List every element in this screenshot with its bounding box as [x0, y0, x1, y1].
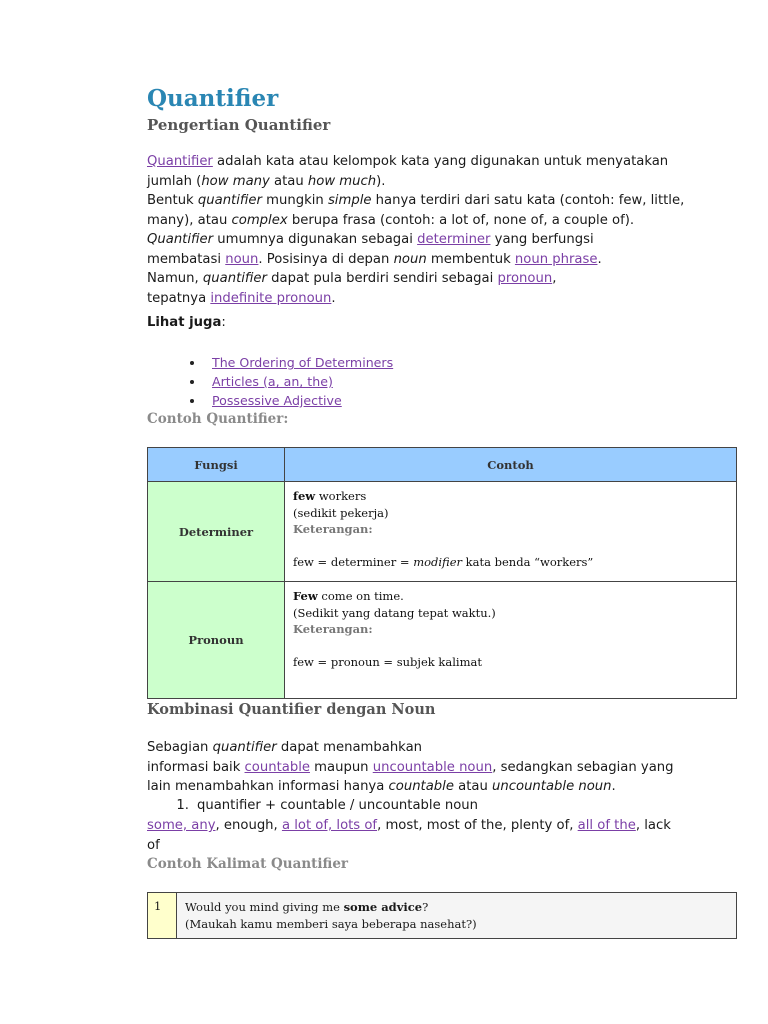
link-ordering-of-determiners[interactable]: The Ordering of Determiners [212, 355, 394, 370]
table-row [148, 893, 737, 939]
intro-line-3: Bentuk quantifier mungkin simple hanya terdiri dari satu kata (contoh: few, little, [147, 193, 685, 208]
combo-line-3: lain menambahkan informasi hanya countable atau uncountable noun. [147, 779, 616, 794]
examples-heading: Contoh Quantifier: [147, 411, 289, 427]
link-pronoun[interactable]: pronoun [497, 271, 553, 286]
intro-line-2: jumlah (how many atau how much). [147, 173, 386, 189]
link-articles[interactable]: Articles (a, an, the) [212, 374, 333, 389]
sentence-examples-heading: Contoh Kalimat Quantifier [147, 856, 349, 872]
cell-contoh: few workers (sedikit pekerja) Keterangan: few = determiner = modifier kata benda “workers” [285, 482, 737, 582]
cell-fungsi: Pronoun [148, 582, 285, 699]
link-indefinite-pronoun[interactable]: indefinite pronoun [210, 290, 332, 306]
link-some-any[interactable]: some, any [147, 818, 216, 833]
sentence-cell: Would you mind giving me some advice? (Maukah kamu memberi saya beberapa nasehat?) [177, 893, 737, 939]
page-title: Quantifier [147, 85, 279, 112]
quantifier-table [147, 447, 737, 699]
section-heading-pengertian: Pengertian Quantifier [147, 116, 331, 134]
cell-contoh: Few come on time. (Sedikit yang datang tepat waktu.) Keterangan: few = pronoun = subjek kalimat [285, 582, 737, 699]
intro-line-5: Quantifier umumnya digunakan sebagai determiner yang berfungsi [147, 232, 594, 247]
combo-line-2: informasi baik countable maupun uncountable noun, sedangkan sebagian yang [147, 759, 674, 775]
link-determiner[interactable]: determiner [417, 232, 491, 247]
list-number: 1. [176, 798, 189, 813]
see-also-label: Lihat juga: [147, 315, 226, 330]
link-countable[interactable]: countable [244, 759, 310, 775]
link-possessive-adjective[interactable]: Possessive Adjective [212, 393, 342, 408]
link-a-lot-of[interactable]: a lot of, lots of [281, 818, 378, 833]
link-uncountable-noun[interactable]: uncountable noun [372, 759, 493, 775]
combo-line-1: Sebagian quantifier dapat menambahkan [147, 740, 423, 755]
link-noun-phrase[interactable]: noun phrase [514, 251, 598, 267]
list-item [190, 391, 393, 410]
intro-line-7: Namun, quantifier dapat pula berdiri sendiri sebagai pronoun, [147, 271, 557, 286]
column-header-contoh: Contoh [285, 448, 737, 482]
quantifier-examples-paragraph: some, any, enough, a lot of, lots of, most, most of the, plenty of, all of the, lack of [147, 818, 671, 853]
intro-line-6: membatasi noun. Posisinya di depan noun membentuk noun phrase. [147, 251, 602, 267]
combination-heading: Kombinasi Quantifier dengan Noun [147, 701, 436, 718]
link-all-of-the[interactable]: all of the [577, 818, 636, 833]
combination-paragraph [147, 738, 747, 797]
intro-paragraph [147, 152, 707, 308]
sentence-table [147, 892, 737, 939]
table-row [148, 582, 737, 699]
intro-line-4: many), atau complex berupa frasa (contoh: a lot of, none of, a couple of). [147, 212, 635, 228]
numbered-list-item: 1. quantifier + countable / uncountable noun [147, 796, 478, 816]
intro-line-1: Quantifier adalah kata atau kelompok kata yang digunakan untuk menyatakan [147, 154, 669, 169]
cell-fungsi: Determiner [148, 482, 285, 582]
link-quantifier[interactable]: Quantifier [147, 154, 213, 169]
link-noun[interactable]: noun [225, 251, 259, 267]
list-item [190, 353, 393, 372]
intro-line-8: tepatnya indefinite pronoun. [147, 290, 336, 306]
list-item [190, 372, 393, 391]
row-number: 1 [148, 893, 177, 939]
see-also-list [190, 353, 393, 410]
table-header-row [148, 448, 737, 482]
table-row [148, 482, 737, 582]
column-header-fungsi: Fungsi [148, 448, 285, 482]
